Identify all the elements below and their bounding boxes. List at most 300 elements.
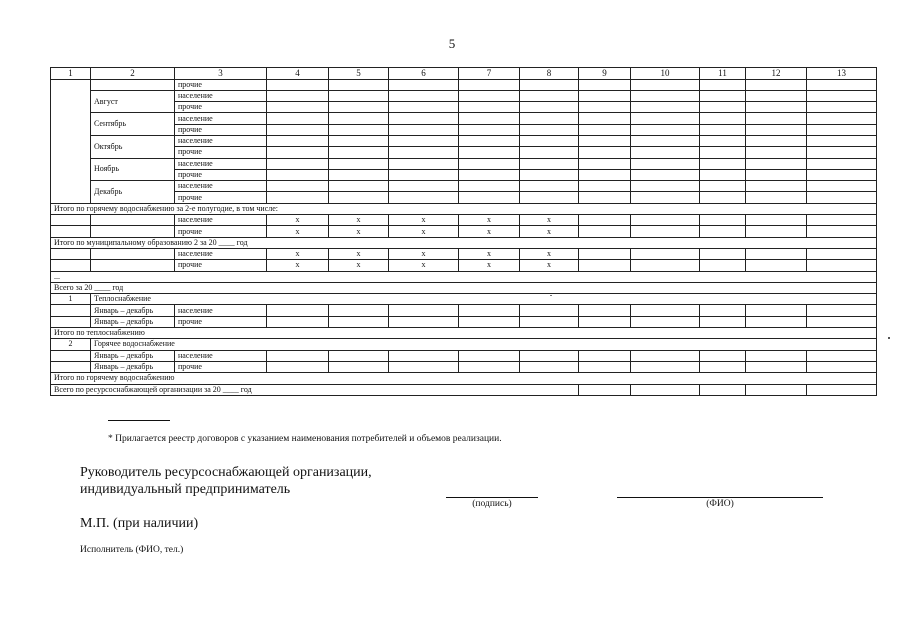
table-cell — [520, 192, 579, 203]
table-cell — [579, 215, 631, 226]
table-cell — [746, 316, 807, 327]
table-cell — [746, 192, 807, 203]
table-cell — [807, 124, 877, 135]
subtotal-label: Итого по теплоснабжению — [51, 328, 877, 339]
table-cell — [329, 350, 389, 361]
table-cell — [520, 79, 579, 90]
column-header: 7 — [459, 68, 520, 80]
subtotal-label: Итого по горячему водоснабжению — [51, 373, 877, 384]
table-cell — [746, 260, 807, 271]
table-cell — [329, 305, 389, 316]
table-cell — [389, 169, 459, 180]
table-cell — [807, 305, 877, 316]
table-cell — [700, 361, 746, 372]
table-cell — [579, 260, 631, 271]
ellipsis-row — [51, 271, 877, 282]
x-mark: x — [459, 248, 520, 259]
table-cell — [91, 226, 175, 237]
table-cell — [91, 79, 175, 90]
table-cell — [700, 181, 746, 192]
period-cell: Январь – декабрь — [91, 361, 175, 372]
table-cell — [389, 102, 459, 113]
table-cell — [389, 135, 459, 146]
x-mark: x — [267, 260, 329, 271]
table-cell — [746, 305, 807, 316]
table-cell — [631, 90, 700, 101]
report-table — [50, 67, 877, 396]
table-cell — [329, 147, 389, 158]
table-cell — [329, 169, 389, 180]
category-cell: прочие — [175, 147, 267, 158]
table-cell — [631, 384, 700, 395]
table-cell — [459, 147, 520, 158]
x-mark: x — [389, 226, 459, 237]
table-cell — [329, 79, 389, 90]
table-cell — [267, 169, 329, 180]
year-total-label: Всего за 20 ____ год — [51, 282, 877, 293]
table-cell — [579, 102, 631, 113]
table-row — [51, 158, 877, 169]
table-cell — [631, 158, 700, 169]
category-cell: население — [175, 181, 267, 192]
x-mark: x — [329, 226, 389, 237]
table-cell — [389, 147, 459, 158]
subtotal-label: Итого по горячему водоснабжению за 2-е полугодие, в том числе: — [51, 203, 877, 214]
table-cell — [746, 181, 807, 192]
month-cell: Октябрь — [91, 135, 175, 158]
period-cell: Январь – декабрь — [91, 305, 175, 316]
table-cell — [700, 79, 746, 90]
table-cell — [329, 113, 389, 124]
table-cell — [746, 248, 807, 259]
table-cell — [520, 181, 579, 192]
x-mark: x — [267, 248, 329, 259]
table-cell — [579, 124, 631, 135]
table-cell — [700, 135, 746, 146]
column-header: 3 — [175, 68, 267, 80]
head-title-line1: Руководитель ресурсоснабжающей организации, — [80, 465, 372, 480]
column-header: 13 — [807, 68, 877, 80]
table-cell — [389, 124, 459, 135]
table-cell — [631, 79, 700, 90]
table-cell — [631, 260, 700, 271]
table-cell — [746, 90, 807, 101]
table-cell — [700, 248, 746, 259]
category-cell: прочие — [175, 361, 267, 372]
x-mark: x — [389, 215, 459, 226]
section-number: 1 — [51, 294, 91, 305]
category-cell: население — [175, 215, 267, 226]
table-cell — [807, 226, 877, 237]
table-cell — [700, 226, 746, 237]
table-header-row — [51, 68, 877, 80]
table-cell — [746, 147, 807, 158]
table-cell — [459, 361, 520, 372]
grand-total-label: Всего по ресурсоснабжающей организации за 20 ____ год — [51, 384, 579, 395]
table-cell — [267, 147, 329, 158]
column-header: 1 — [51, 68, 91, 80]
table-cell — [631, 113, 700, 124]
table-cell — [459, 124, 520, 135]
category-cell: население — [175, 113, 267, 124]
column-header: 12 — [746, 68, 807, 80]
table-cell — [389, 181, 459, 192]
signature-caption: (подпись) — [472, 499, 512, 509]
footnote: * Прилагается реестр договоров с указанием наименования потребителей и объемов реализации. — [108, 434, 502, 444]
table-cell — [51, 260, 91, 271]
table-cell — [51, 316, 91, 327]
table-cell — [579, 361, 631, 372]
table-cell — [267, 102, 329, 113]
table-cell — [579, 135, 631, 146]
table-cell — [700, 169, 746, 180]
table-cell — [51, 79, 91, 203]
table-cell — [746, 169, 807, 180]
table-cell — [267, 305, 329, 316]
table-cell — [579, 147, 631, 158]
table-cell — [520, 316, 579, 327]
table-cell — [459, 90, 520, 101]
table-cell — [579, 350, 631, 361]
table-cell — [631, 102, 700, 113]
table-cell — [267, 192, 329, 203]
section-row — [51, 339, 877, 350]
table-cell — [520, 90, 579, 101]
table-cell — [631, 215, 700, 226]
table-row — [51, 124, 877, 135]
table-cell — [520, 124, 579, 135]
table-cell — [807, 361, 877, 372]
table-row — [51, 226, 877, 237]
table-cell — [329, 135, 389, 146]
column-header: 2 — [91, 68, 175, 80]
month-cell: Август — [91, 90, 175, 113]
table-cell — [700, 316, 746, 327]
table-cell — [631, 305, 700, 316]
table-cell — [631, 192, 700, 203]
table-cell — [459, 181, 520, 192]
table-cell — [329, 124, 389, 135]
scan-speck — [550, 295, 552, 296]
column-header: 10 — [631, 68, 700, 80]
period-cell: Январь – декабрь — [91, 350, 175, 361]
table-cell — [631, 124, 700, 135]
table-cell — [329, 102, 389, 113]
column-header: 8 — [520, 68, 579, 80]
category-cell: прочие — [175, 79, 267, 90]
table-cell — [579, 384, 631, 395]
table-cell — [807, 169, 877, 180]
table-cell — [267, 350, 329, 361]
table-cell — [459, 102, 520, 113]
x-mark: x — [520, 248, 579, 259]
x-mark: x — [520, 260, 579, 271]
category-cell: прочие — [175, 226, 267, 237]
table-cell — [746, 361, 807, 372]
column-header: 4 — [267, 68, 329, 80]
table-cell — [267, 79, 329, 90]
table-row — [51, 361, 877, 372]
table-row — [51, 248, 877, 259]
table-row — [51, 215, 877, 226]
table-cell — [329, 316, 389, 327]
table-cell — [459, 350, 520, 361]
table-cell — [746, 102, 807, 113]
table-cell — [746, 113, 807, 124]
category-cell: прочие — [175, 169, 267, 180]
table-cell — [631, 316, 700, 327]
category-cell: прочие — [175, 260, 267, 271]
table-cell — [746, 79, 807, 90]
table-cell — [267, 90, 329, 101]
table-cell — [807, 79, 877, 90]
table-cell — [459, 135, 520, 146]
table-cell — [51, 350, 91, 361]
table-cell — [700, 90, 746, 101]
table-cell — [746, 124, 807, 135]
table-row — [51, 135, 877, 146]
table-cell — [631, 248, 700, 259]
table-cell — [700, 305, 746, 316]
scan-speck — [888, 337, 890, 339]
category-cell: население — [175, 350, 267, 361]
table-row — [51, 181, 877, 192]
table-cell — [746, 135, 807, 146]
table-cell — [51, 305, 91, 316]
subtotal-row — [51, 328, 877, 339]
month-cell: Декабрь — [91, 181, 175, 204]
table-cell — [520, 169, 579, 180]
subtotal-label: Итого по муниципальному образованию 2 за 20 ____ год — [51, 237, 877, 248]
table-cell — [267, 158, 329, 169]
table-cell — [267, 124, 329, 135]
head-title-line2: индивидуальный предприниматель — [80, 482, 291, 497]
table-cell — [631, 181, 700, 192]
table-cell — [700, 102, 746, 113]
table-cell — [520, 361, 579, 372]
subtotal-row — [51, 373, 877, 384]
table-cell — [807, 147, 877, 158]
table-cell — [389, 113, 459, 124]
x-mark: x — [329, 248, 389, 259]
table-cell — [51, 226, 91, 237]
x-mark: x — [459, 215, 520, 226]
table-cell — [267, 113, 329, 124]
table-cell — [579, 305, 631, 316]
table-cell — [389, 192, 459, 203]
table-cell — [459, 169, 520, 180]
table-cell — [91, 260, 175, 271]
table-cell — [579, 181, 631, 192]
category-cell: население — [175, 90, 267, 101]
table-cell — [329, 90, 389, 101]
table-cell — [631, 350, 700, 361]
table-cell — [520, 158, 579, 169]
table-cell — [459, 158, 520, 169]
table-cell — [329, 192, 389, 203]
table-row — [51, 260, 877, 271]
table-cell — [579, 192, 631, 203]
signature-line — [446, 497, 538, 498]
table-cell — [579, 79, 631, 90]
grand-total-row — [51, 384, 877, 395]
table-cell — [91, 215, 175, 226]
month-cell: Сентябрь — [91, 113, 175, 136]
fio-line — [617, 497, 823, 498]
table-row — [51, 316, 877, 327]
table-row — [51, 350, 877, 361]
table-cell — [579, 90, 631, 101]
stamp-label: М.П. (при наличии) — [80, 516, 199, 531]
category-cell: прочие — [175, 102, 267, 113]
table-cell — [389, 361, 459, 372]
x-mark: x — [459, 226, 520, 237]
subtotal-row — [51, 203, 877, 214]
table-cell — [807, 158, 877, 169]
table-cell — [631, 169, 700, 180]
table-cell — [520, 147, 579, 158]
month-cell: Ноябрь — [91, 158, 175, 181]
category-cell: население — [175, 305, 267, 316]
table-cell — [579, 169, 631, 180]
table-row — [51, 169, 877, 180]
table-cell — [267, 361, 329, 372]
table-cell — [520, 102, 579, 113]
table-cell — [267, 181, 329, 192]
table-row — [51, 147, 877, 158]
x-mark: x — [329, 215, 389, 226]
table-cell — [329, 181, 389, 192]
table-cell — [579, 316, 631, 327]
category-cell: население — [175, 135, 267, 146]
section-row — [51, 294, 877, 305]
table-cell — [520, 350, 579, 361]
table-cell — [700, 350, 746, 361]
table-cell — [746, 350, 807, 361]
table-cell — [746, 384, 807, 395]
column-header: 9 — [579, 68, 631, 80]
table-cell — [51, 361, 91, 372]
table-cell — [807, 384, 877, 395]
table-cell — [700, 260, 746, 271]
category-cell: прочие — [175, 124, 267, 135]
section-name: Теплоснабжение — [91, 294, 877, 305]
table-row — [51, 305, 877, 316]
table-cell — [520, 305, 579, 316]
category-cell: прочие — [175, 316, 267, 327]
table-cell — [267, 316, 329, 327]
table-cell — [389, 305, 459, 316]
table-cell — [807, 215, 877, 226]
section-number: 2 — [51, 339, 91, 350]
table-cell — [700, 147, 746, 158]
table-cell — [631, 135, 700, 146]
table-row — [51, 113, 877, 124]
table-cell — [459, 305, 520, 316]
table-cell — [807, 102, 877, 113]
table-cell — [700, 113, 746, 124]
table-cell — [700, 158, 746, 169]
category-cell: прочие — [175, 192, 267, 203]
table-cell — [579, 158, 631, 169]
table-cell — [389, 158, 459, 169]
fio-caption: (ФИО) — [706, 499, 734, 509]
table-cell — [631, 226, 700, 237]
table-cell — [520, 113, 579, 124]
x-mark: x — [520, 215, 579, 226]
table-cell — [459, 79, 520, 90]
table-cell — [807, 260, 877, 271]
table-cell — [700, 124, 746, 135]
table-cell — [520, 135, 579, 146]
table-cell — [807, 316, 877, 327]
table-cell — [807, 113, 877, 124]
table-cell — [807, 90, 877, 101]
x-mark: x — [520, 226, 579, 237]
table-cell — [579, 113, 631, 124]
table-cell — [267, 135, 329, 146]
column-header: 5 — [329, 68, 389, 80]
table-cell — [631, 147, 700, 158]
table-cell — [51, 215, 91, 226]
table-row — [51, 90, 877, 101]
x-mark: x — [459, 260, 520, 271]
table-cell — [807, 248, 877, 259]
table-cell — [389, 316, 459, 327]
table-cell — [459, 113, 520, 124]
column-header: 11 — [700, 68, 746, 80]
subtotal-row — [51, 237, 877, 248]
table-cell — [746, 215, 807, 226]
table-cell — [329, 361, 389, 372]
page-number: 5 — [448, 36, 456, 51]
table-cell — [329, 158, 389, 169]
table-cell — [631, 361, 700, 372]
period-cell: Январь – декабрь — [91, 316, 175, 327]
table-cell — [807, 135, 877, 146]
table-cell — [51, 248, 91, 259]
x-mark: x — [329, 260, 389, 271]
table-cell — [700, 384, 746, 395]
table-cell — [91, 248, 175, 259]
table-cell — [807, 192, 877, 203]
table-cell — [389, 90, 459, 101]
table-cell — [746, 158, 807, 169]
section-name: Горячее водоснабжение — [91, 339, 877, 350]
footnote-rule — [108, 420, 170, 421]
table-cell — [807, 181, 877, 192]
table-cell — [459, 316, 520, 327]
table-cell — [459, 192, 520, 203]
x-mark: x — [267, 215, 329, 226]
table-cell — [700, 215, 746, 226]
executor-label: Исполнитель (ФИО, тел.) — [80, 545, 184, 555]
table-cell — [746, 226, 807, 237]
x-mark: x — [267, 226, 329, 237]
ellipsis: ... — [51, 271, 877, 282]
table-cell — [579, 248, 631, 259]
table-cell — [700, 192, 746, 203]
subtotal-row — [51, 282, 877, 293]
table-cell — [389, 350, 459, 361]
table-cell — [579, 226, 631, 237]
category-cell: население — [175, 158, 267, 169]
category-cell: население — [175, 248, 267, 259]
column-header: 6 — [389, 68, 459, 80]
table-row — [51, 79, 877, 90]
x-mark: x — [389, 260, 459, 271]
table-row — [51, 192, 877, 203]
